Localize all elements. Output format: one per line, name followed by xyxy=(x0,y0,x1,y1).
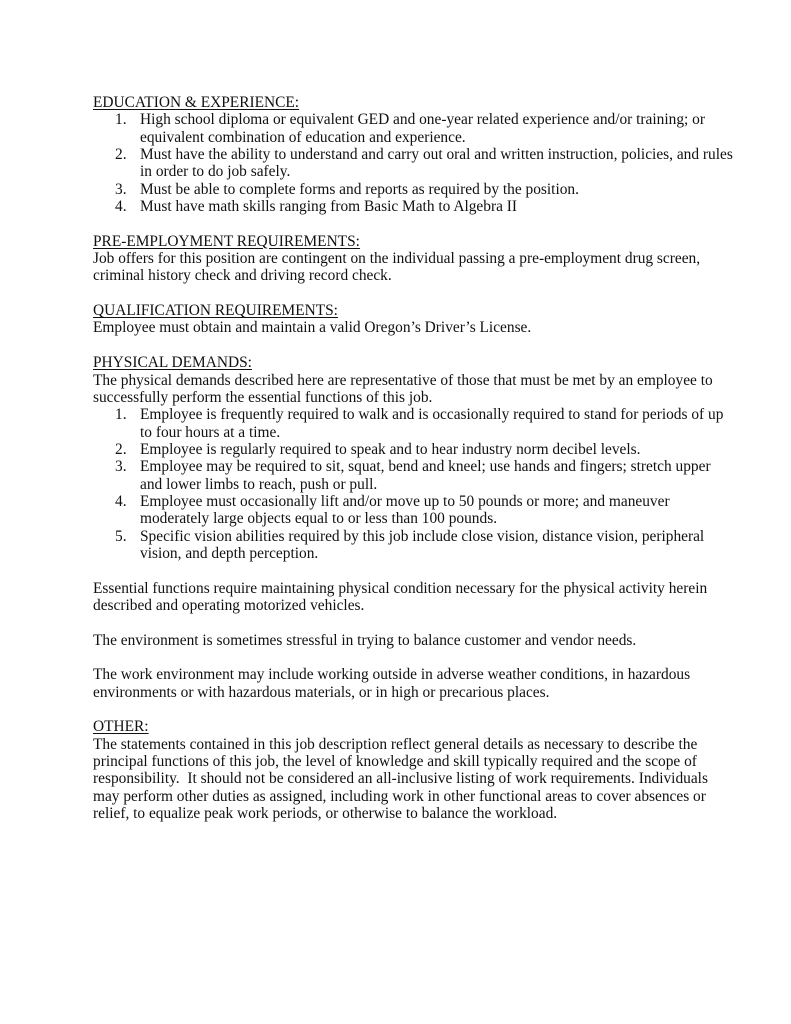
list-number: 2. xyxy=(115,146,127,164)
list-number: 1. xyxy=(115,111,127,129)
list-number: 2. xyxy=(115,440,127,458)
list-item xyxy=(93,181,733,198)
physical-demands-list xyxy=(93,406,733,562)
list-item xyxy=(93,493,733,528)
section-body: The statements contained in this job description reflect general details as necessary to describe the principal functions of this job, the level of knowledge and skill typically required and the scope of responsibility. It should not be considered an all-inclusive listing of work requirements. Individuals may perform other duties as assigned, including work in other functional areas to cover absences or relief, to equalize peak work periods, or otherwise to balance the workload. xyxy=(93,735,712,823)
list-item xyxy=(93,198,733,215)
section-body: The physical demands described here are representative of those that must be met by an employee to successfully perform the essential functions of this job. xyxy=(93,371,713,406)
paragraph-essential-functions: Essential functions require maintaining physical condition necessary for the physical activity herein described and operating motorized vehicles. xyxy=(93,579,708,614)
list-item xyxy=(93,111,733,146)
list-text: Employee is frequently required to walk and is occasionally required to stand for periods of up to four hours at a time. xyxy=(140,406,724,441)
list-text: Must be able to complete forms and reports as required by the position. xyxy=(140,180,579,198)
section-body: Job offers for this position are contingent on the individual passing a pre-employment drug screen, criminal history check and driving record check. xyxy=(93,250,701,285)
section-heading: PHYSICAL DEMANDS: xyxy=(93,354,252,372)
list-text: Must have the ability to understand and carry out oral and written instruction, policies, and rules in order to do job safely. xyxy=(140,146,733,181)
list-text: Employee is regularly required to speak and to hear industry norm decibel levels. xyxy=(140,440,641,458)
list-text: Specific vision abilities required by this job include close vision, distance vision, peripheral vision, and depth perception. xyxy=(140,527,705,562)
list-number: 3. xyxy=(115,458,127,476)
document-page xyxy=(93,94,733,840)
section-body: Employee must obtain and maintain a valid Oregon’s Driver’s License. xyxy=(93,319,532,337)
section-heading: EDUCATION & EXPERIENCE: xyxy=(93,94,300,111)
list-number: 4. xyxy=(115,492,127,510)
list-text: Must have math skills ranging from Basic Math to Algebra II xyxy=(140,198,518,216)
section-heading: OTHER: xyxy=(93,718,149,736)
section-pre-employment xyxy=(93,233,733,285)
section-heading: QUALIFICATION REQUIREMENTS: xyxy=(93,302,338,320)
list-number: 5. xyxy=(115,527,127,545)
list-item xyxy=(93,406,733,441)
section-education-experience xyxy=(93,94,733,215)
list-text: Employee may be required to sit, squat, bend and kneel; use hands and fingers; stretch upper and lower limbs to reach, push or pull. xyxy=(140,458,711,493)
section-physical-demands xyxy=(93,354,733,562)
requirements-list xyxy=(93,111,733,215)
list-number: 1. xyxy=(115,406,127,424)
list-number: 3. xyxy=(115,180,127,198)
section-qualification xyxy=(93,302,733,337)
section-heading: PRE-EMPLOYMENT REQUIREMENTS: xyxy=(93,232,360,250)
list-text: High school diploma or equivalent GED and one-year related experience and/or training; or equivalent combination of education and experience. xyxy=(140,111,705,146)
list-text: Employee must occasionally lift and/or move up to 50 pounds or more; and maneuver moderately large objects equal to or less than 100 pounds. xyxy=(140,492,670,528)
paragraph-work-environment: The work environment may include working outside in adverse weather conditions, in hazardous environments or with hazardous materials, or in high or precarious places. xyxy=(93,666,691,701)
paragraph-environment-stress: The environment is sometimes stressful in trying to balance customer and vendor needs. xyxy=(93,631,637,649)
section-other xyxy=(93,718,733,822)
list-item xyxy=(93,528,733,563)
list-item xyxy=(93,441,733,458)
list-item xyxy=(93,146,733,181)
list-item xyxy=(93,458,733,493)
list-number: 4. xyxy=(115,198,127,216)
